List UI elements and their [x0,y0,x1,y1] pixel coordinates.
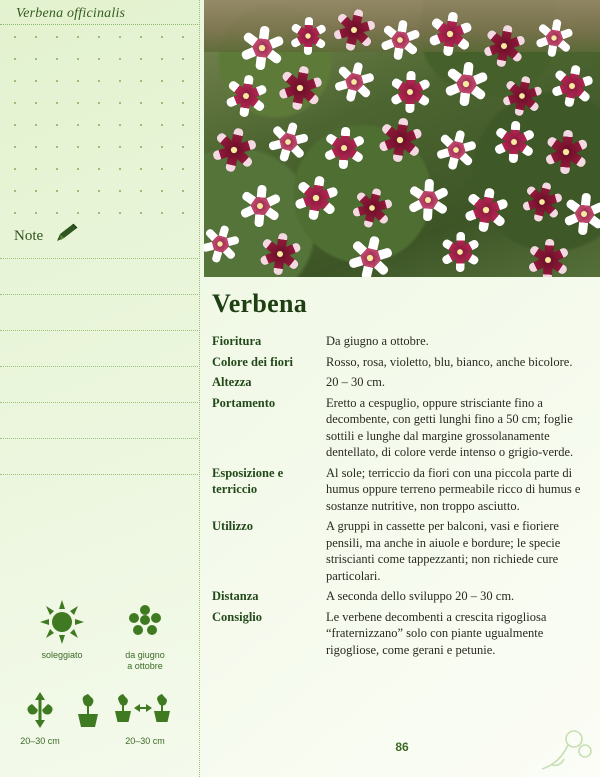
detail-value: Rosso, rosa, violetto, blu, bianco, anche bicolore. [326,354,573,369]
detail-label: Altezza [212,375,252,389]
spacing-icon-cell [108,690,182,747]
flower-cluster-icon [123,600,167,644]
height-caption: 20–30 cm [20,736,60,746]
dot-grid [0,26,200,222]
plant-details [204,277,600,777]
detail-value: A seconda dello sviluppo 20 – 30 cm. [326,589,515,603]
detail-row [212,588,596,605]
spacing-caption: 20–30 cm [125,736,165,746]
detail-value: Da giugno a ottobre. [326,334,429,348]
bloom-icon-cell [112,600,178,672]
detail-label: Distanza [212,589,259,603]
detail-row [212,609,596,659]
detail-value: Eretto a cespuglio, oppure strisciante fino a decombente, con getti lunghi fino a 50 cm; foglie sottili e lunghe dal margine grossolanamente dentellato, di colore verde intenso o grigio-verde. [326,395,574,459]
pot-icon-cell [66,690,110,736]
plant-photo [204,0,600,277]
detail-label: Colore dei fiori [212,354,293,369]
detail-row [212,395,596,461]
detail-row [212,465,596,515]
detail-row [212,518,596,584]
detail-value: Al sole; terriccio da fiori con una piccola parte di humus oppure terreno permeabile ricco di humus e sostanze nutritive, non troppo asciutto. [326,465,581,513]
detail-label: Fioritura [212,334,262,348]
notes-panel [0,0,200,777]
detail-label: Esposizione e terriccio [212,465,284,496]
detail-row [212,374,596,391]
sun-icon [40,600,84,644]
pot-plant-icon [68,690,108,730]
sun-icon-caption: soleggiato [41,650,83,660]
detail-value: Le verbene decombenti a crescita rigogliosa “fraternizzano” solo con piante ugualmente rigogliose, come gerani e petunie. [326,609,547,657]
page-title: Verbena [212,289,308,318]
detail-value: 20 – 30 cm. [326,375,386,389]
page-number: 86 [395,740,409,754]
sun-icon-cell [32,600,92,661]
detail-row [212,333,596,350]
spacing-pots-icon [110,690,180,730]
bloom-caption-line1: da giugno [125,650,165,660]
detail-label: Portamento [212,395,276,410]
height-arrows-icon [18,690,62,730]
note-label: Note [14,228,44,244]
detail-value: A gruppi in cassette per balconi, vasi e fioriere pensili, ma anche in aiuole e bordure; le specie striscianti come tappezzanti; non richiede cure particolari. [326,519,561,583]
height-icon-cell [10,690,70,747]
detail-label: Consiglio [212,609,263,624]
details-table [212,333,596,662]
bloom-caption-line2: a ottobre [127,661,163,671]
pencil-icon [54,222,80,244]
species-name: Verbena officinalis [16,6,126,21]
detail-row [212,354,596,371]
detail-label: Utilizzo [212,519,253,533]
divider-top [0,24,200,25]
corner-flourish-icon [538,725,594,773]
